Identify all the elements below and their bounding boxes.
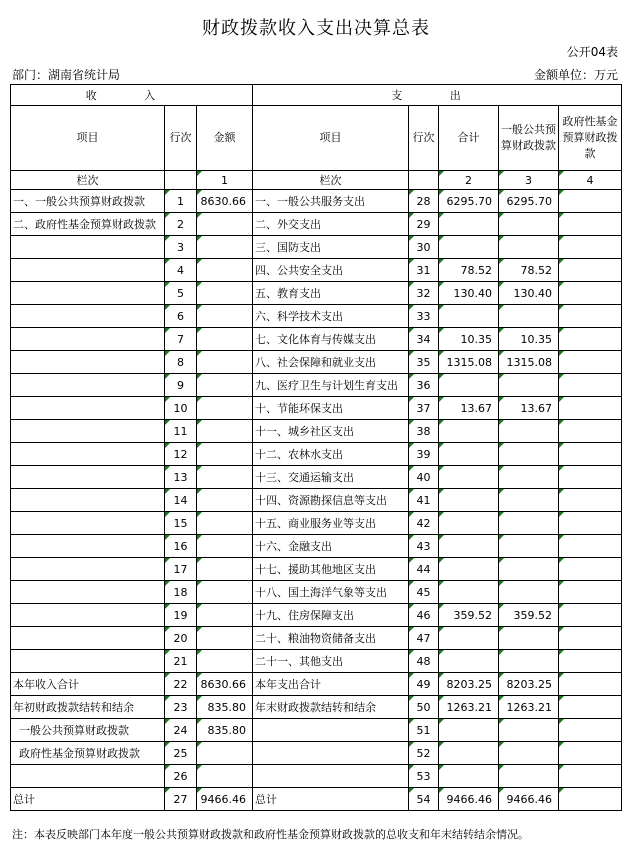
table-row (11, 558, 622, 581)
income-amount-cell (197, 627, 253, 650)
table-row (11, 742, 622, 765)
income-amount-cell (197, 328, 253, 351)
expense-item-cell: 十、节能环保支出 (253, 397, 409, 420)
fund-budget-cell (559, 650, 622, 673)
income-amount-cell: 835.80 (197, 719, 253, 742)
expense-item-cell: 十二、农林水支出 (253, 443, 409, 466)
income-amount-cell: 8630.66 (197, 190, 253, 213)
fund-budget-cell (559, 420, 622, 443)
general-budget-cell: 1263.21 (499, 696, 559, 719)
income-row-no-cell: 6 (165, 305, 197, 328)
income-row-no-cell: 15 (165, 512, 197, 535)
income-row-no-cell: 19 (165, 604, 197, 627)
fund-budget-cell (559, 190, 622, 213)
income-item-cell (11, 650, 165, 673)
expense-row-no-cell: 37 (409, 397, 439, 420)
expense-total-cell: 6295.70 (439, 190, 499, 213)
income-row-no-cell: 3 (165, 236, 197, 259)
expense-total-cell (439, 627, 499, 650)
table-row (11, 420, 622, 443)
income-row-no-cell: 13 (165, 466, 197, 489)
general-budget-cell (499, 305, 559, 328)
expense-total-cell: 1263.21 (439, 696, 499, 719)
expense-item-cell: 十四、资源勘探信息等支出 (253, 489, 409, 512)
expense-project-header: 项目 (253, 106, 409, 171)
fund-budget-cell (559, 351, 622, 374)
expense-section-header: 支 出 (253, 85, 622, 106)
income-item-cell: 政府性基金预算财政拨款 (11, 742, 165, 765)
income-item-cell: 总计 (11, 788, 165, 811)
table-row (11, 604, 622, 627)
income-amount-cell (197, 305, 253, 328)
fund-budget-cell (559, 604, 622, 627)
income-amount-cell (197, 765, 253, 788)
income-column-no-label: 栏次 (11, 171, 165, 190)
income-item-cell (11, 420, 165, 443)
general-budget-cell: 78.52 (499, 259, 559, 282)
expense-row-no-header: 行次 (409, 106, 439, 171)
fund-budget-cell (559, 673, 622, 696)
fund-budget-header: 政府性基金预算财政拨款 (559, 106, 622, 171)
table-row (11, 696, 622, 719)
income-row-no-cell: 23 (165, 696, 197, 719)
income-row-no-cell: 21 (165, 650, 197, 673)
table-row (11, 282, 622, 305)
income-row-no-cell: 5 (165, 282, 197, 305)
general-budget-cell (499, 650, 559, 673)
table-row (11, 535, 622, 558)
department-label: 部门：湖南省统计局 (12, 68, 121, 82)
income-item-cell (11, 512, 165, 535)
expense-row-no-cell: 34 (409, 328, 439, 351)
expense-total-cell: 9466.46 (439, 788, 499, 811)
general-budget-cell: 130.40 (499, 282, 559, 305)
income-row-no-cell: 24 (165, 719, 197, 742)
income-amount-cell (197, 742, 253, 765)
empty-cell (409, 171, 439, 190)
expense-item-cell: 十三、交通运输支出 (253, 466, 409, 489)
general-budget-cell: 1315.08 (499, 351, 559, 374)
expense-total-cell (439, 719, 499, 742)
expense-row-no-cell: 36 (409, 374, 439, 397)
section-header-row (11, 85, 622, 106)
expense-item-cell: 二、外交支出 (253, 213, 409, 236)
fund-budget-cell (559, 535, 622, 558)
fund-budget-cell (559, 512, 622, 535)
general-budget-cell (499, 558, 559, 581)
income-amount-cell: 9466.46 (197, 788, 253, 811)
expense-item-cell: 年末财政拨款结转和结余 (253, 696, 409, 719)
income-amount-cell (197, 604, 253, 627)
expense-row-no-cell: 53 (409, 765, 439, 788)
table-row (11, 765, 622, 788)
column-2: 2 (439, 171, 499, 190)
expense-item-cell: 十八、国土海洋气象等支出 (253, 581, 409, 604)
fund-budget-cell (559, 236, 622, 259)
income-item-cell (11, 558, 165, 581)
fund-budget-cell (559, 765, 622, 788)
budget-summary-table (10, 84, 622, 811)
expense-item-cell: 九、医疗卫生与计划生育支出 (253, 374, 409, 397)
expense-row-no-cell: 46 (409, 604, 439, 627)
table-row (11, 650, 622, 673)
column-1: 1 (197, 171, 253, 190)
income-row-no-cell: 4 (165, 259, 197, 282)
expense-total-cell (439, 443, 499, 466)
income-row-no-cell: 17 (165, 558, 197, 581)
income-row-no-cell: 8 (165, 351, 197, 374)
form-code: 公开04表 (566, 45, 618, 59)
income-row-no-cell: 11 (165, 420, 197, 443)
table-row (11, 374, 622, 397)
expense-total-cell (439, 374, 499, 397)
table-row (11, 673, 622, 696)
expense-row-no-cell: 54 (409, 788, 439, 811)
expense-item-cell (253, 742, 409, 765)
income-row-no-cell: 1 (165, 190, 197, 213)
table-row (11, 627, 622, 650)
expense-item-cell: 十一、城乡社区支出 (253, 420, 409, 443)
expense-total-cell (439, 420, 499, 443)
column-header-row (11, 106, 622, 171)
footnote: 注：本表反映部门本年度一般公共预算财政拨款和政府性基金预算财政拨款的总收支和年末结转结余情况。 (12, 828, 529, 841)
fund-budget-cell (559, 742, 622, 765)
income-row-no-cell: 18 (165, 581, 197, 604)
general-budget-cell (499, 236, 559, 259)
table-row (11, 788, 622, 811)
income-amount-cell (197, 558, 253, 581)
income-item-cell (11, 443, 165, 466)
expense-row-no-cell: 29 (409, 213, 439, 236)
general-budget-cell (499, 627, 559, 650)
expense-total-cell (439, 558, 499, 581)
general-budget-cell (499, 581, 559, 604)
expense-item-cell: 十七、援助其他地区支出 (253, 558, 409, 581)
fund-budget-cell (559, 581, 622, 604)
expense-total-cell: 359.52 (439, 604, 499, 627)
general-budget-cell: 9466.46 (499, 788, 559, 811)
expense-total-cell: 13.67 (439, 397, 499, 420)
expense-item-cell (253, 765, 409, 788)
expense-row-no-cell: 50 (409, 696, 439, 719)
column-4: 4 (559, 171, 622, 190)
expense-column-no-label: 栏次 (253, 171, 409, 190)
expense-row-no-cell: 43 (409, 535, 439, 558)
expense-row-no-cell: 39 (409, 443, 439, 466)
income-row-no-cell: 26 (165, 765, 197, 788)
table-row (11, 236, 622, 259)
income-amount-cell (197, 374, 253, 397)
income-item-cell (11, 765, 165, 788)
general-budget-cell (499, 719, 559, 742)
fund-budget-cell (559, 305, 622, 328)
expense-row-no-cell: 32 (409, 282, 439, 305)
expense-item-cell: 八、社会保障和就业支出 (253, 351, 409, 374)
fund-budget-cell (559, 788, 622, 811)
expense-total-cell (439, 236, 499, 259)
table-row (11, 190, 622, 213)
expense-total-cell: 8203.25 (439, 673, 499, 696)
expense-total-cell (439, 581, 499, 604)
table-row (11, 466, 622, 489)
expense-row-no-cell: 52 (409, 742, 439, 765)
income-amount-cell (197, 512, 253, 535)
income-amount-cell (197, 489, 253, 512)
table-row (11, 397, 622, 420)
income-item-cell: 年初财政拨款结转和结余 (11, 696, 165, 719)
income-item-cell (11, 282, 165, 305)
expense-item-cell: 六、科学技术支出 (253, 305, 409, 328)
expense-item-cell: 二十一、其他支出 (253, 650, 409, 673)
fund-budget-cell (559, 489, 622, 512)
income-row-no-cell: 22 (165, 673, 197, 696)
income-amount-cell: 835.80 (197, 696, 253, 719)
general-budget-cell: 8203.25 (499, 673, 559, 696)
expense-row-no-cell: 47 (409, 627, 439, 650)
income-item-cell (11, 466, 165, 489)
income-item-cell (11, 328, 165, 351)
income-amount-cell (197, 466, 253, 489)
income-item-cell: 一、一般公共预算财政拨款 (11, 190, 165, 213)
income-item-cell: 一般公共预算财政拨款 (11, 719, 165, 742)
column-3: 3 (499, 171, 559, 190)
income-project-header: 项目 (11, 106, 165, 171)
income-row-no-cell: 12 (165, 443, 197, 466)
expense-total-cell (439, 650, 499, 673)
fund-budget-cell (559, 443, 622, 466)
general-budget-cell (499, 512, 559, 535)
income-amount-cell (197, 443, 253, 466)
general-budget-cell: 10.35 (499, 328, 559, 351)
income-item-cell (11, 374, 165, 397)
empty-cell (165, 171, 197, 190)
income-amount-cell (197, 351, 253, 374)
income-item-cell (11, 397, 165, 420)
expense-row-no-cell: 48 (409, 650, 439, 673)
table-row (11, 305, 622, 328)
expense-total-cell (439, 765, 499, 788)
expense-row-no-cell: 35 (409, 351, 439, 374)
income-item-cell: 本年收入合计 (11, 673, 165, 696)
fund-budget-cell (559, 696, 622, 719)
expense-row-no-cell: 38 (409, 420, 439, 443)
expense-total-cell (439, 213, 499, 236)
page-title: 财政拨款收入支出决算总表 (202, 18, 430, 39)
table-row (11, 259, 622, 282)
table-row (11, 512, 622, 535)
fund-budget-cell (559, 374, 622, 397)
column-number-row (11, 171, 622, 190)
income-item-cell (11, 236, 165, 259)
income-section-header: 收 入 (11, 85, 253, 106)
income-item-cell (11, 259, 165, 282)
expense-total-cell: 1315.08 (439, 351, 499, 374)
fund-budget-cell (559, 627, 622, 650)
expense-row-no-cell: 31 (409, 259, 439, 282)
general-budget-cell (499, 213, 559, 236)
table-row (11, 351, 622, 374)
income-amount-cell: 8630.66 (197, 673, 253, 696)
general-budget-cell: 6295.70 (499, 190, 559, 213)
income-row-no-cell: 14 (165, 489, 197, 512)
table-row (11, 443, 622, 466)
income-amount-cell (197, 259, 253, 282)
income-item-cell (11, 489, 165, 512)
general-budget-header: 一般公共预算财政拨款 (499, 106, 559, 171)
fund-budget-cell (559, 328, 622, 351)
expense-item-cell: 四、公共安全支出 (253, 259, 409, 282)
expense-row-no-cell: 51 (409, 719, 439, 742)
income-row-no-cell: 7 (165, 328, 197, 351)
expense-total-cell (439, 489, 499, 512)
general-budget-cell (499, 742, 559, 765)
expense-total-cell: 10.35 (439, 328, 499, 351)
general-budget-cell (499, 765, 559, 788)
income-amount-cell (197, 213, 253, 236)
income-amount-cell (197, 650, 253, 673)
general-budget-cell (499, 535, 559, 558)
fund-budget-cell (559, 719, 622, 742)
expense-item-cell: 三、国防支出 (253, 236, 409, 259)
income-item-cell (11, 305, 165, 328)
expense-row-no-cell: 45 (409, 581, 439, 604)
expense-total-cell: 78.52 (439, 259, 499, 282)
income-item-cell (11, 535, 165, 558)
expense-row-no-cell: 40 (409, 466, 439, 489)
table-row (11, 581, 622, 604)
expense-row-no-cell: 42 (409, 512, 439, 535)
expense-row-no-cell: 33 (409, 305, 439, 328)
general-budget-cell (499, 374, 559, 397)
income-item-cell: 二、政府性基金预算财政拨款 (11, 213, 165, 236)
general-budget-cell: 359.52 (499, 604, 559, 627)
table-row (11, 489, 622, 512)
expense-item-cell: 十五、商业服务业等支出 (253, 512, 409, 535)
income-row-no-cell: 20 (165, 627, 197, 650)
expense-item-cell: 二十、粮油物资储备支出 (253, 627, 409, 650)
expense-row-no-cell: 30 (409, 236, 439, 259)
income-amount-cell (197, 535, 253, 558)
general-budget-cell (499, 443, 559, 466)
income-item-cell (11, 351, 165, 374)
expense-item-cell (253, 719, 409, 742)
expense-item-cell: 十九、住房保障支出 (253, 604, 409, 627)
general-budget-cell (499, 489, 559, 512)
expense-total-cell (439, 466, 499, 489)
general-budget-cell (499, 466, 559, 489)
income-row-no-cell: 27 (165, 788, 197, 811)
general-budget-cell: 13.67 (499, 397, 559, 420)
expense-row-no-cell: 49 (409, 673, 439, 696)
general-budget-cell (499, 420, 559, 443)
income-row-no-cell: 16 (165, 535, 197, 558)
expense-row-no-cell: 41 (409, 489, 439, 512)
expense-total-cell (439, 305, 499, 328)
income-row-no-header: 行次 (165, 106, 197, 171)
fund-budget-cell (559, 213, 622, 236)
fund-budget-cell (559, 558, 622, 581)
income-amount-cell (197, 581, 253, 604)
table-row (11, 328, 622, 351)
expense-total-cell (439, 512, 499, 535)
expense-row-no-cell: 28 (409, 190, 439, 213)
fund-budget-cell (559, 259, 622, 282)
expense-item-cell: 一、一般公共服务支出 (253, 190, 409, 213)
expense-item-cell: 七、文化体育与传媒支出 (253, 328, 409, 351)
expense-total-cell (439, 742, 499, 765)
expense-total-cell: 130.40 (439, 282, 499, 305)
income-item-cell (11, 604, 165, 627)
income-amount-header: 金额 (197, 106, 253, 171)
income-row-no-cell: 10 (165, 397, 197, 420)
fund-budget-cell (559, 397, 622, 420)
income-amount-cell (197, 282, 253, 305)
fund-budget-cell (559, 466, 622, 489)
income-item-cell (11, 581, 165, 604)
fund-budget-cell (559, 282, 622, 305)
table-row (11, 213, 622, 236)
income-row-no-cell: 9 (165, 374, 197, 397)
expense-row-no-cell: 44 (409, 558, 439, 581)
expense-item-cell: 本年支出合计 (253, 673, 409, 696)
amount-unit-label: 金额单位：万元 (533, 68, 618, 82)
expense-item-cell: 五、教育支出 (253, 282, 409, 305)
income-amount-cell (197, 420, 253, 443)
income-amount-cell (197, 236, 253, 259)
income-amount-cell (197, 397, 253, 420)
expense-item-cell: 十六、金融支出 (253, 535, 409, 558)
income-row-no-cell: 25 (165, 742, 197, 765)
expense-item-cell: 总计 (253, 788, 409, 811)
expense-total-cell (439, 535, 499, 558)
income-row-no-cell: 2 (165, 213, 197, 236)
income-item-cell (11, 627, 165, 650)
expense-total-header: 合计 (439, 106, 499, 171)
table-row (11, 719, 622, 742)
